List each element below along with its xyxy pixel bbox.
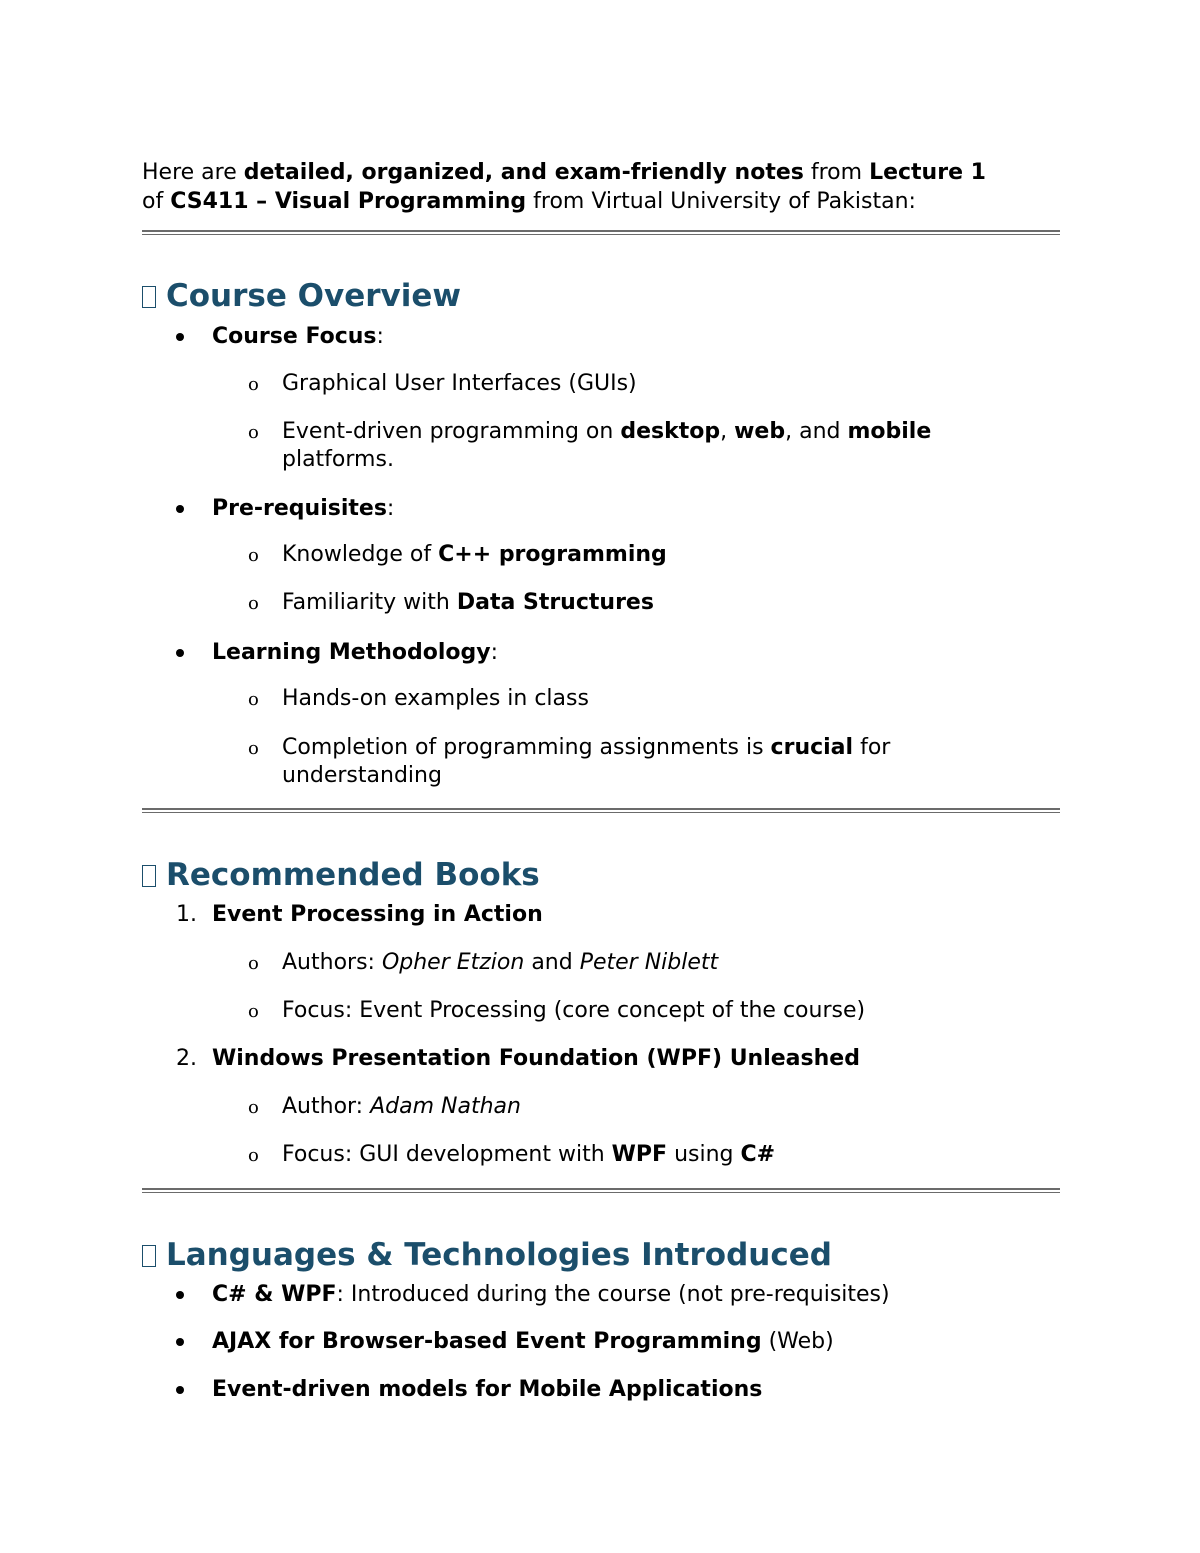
intro-bold-course: CS411 – Visual Programming [170,189,527,214]
bullet-icon [176,1386,184,1394]
bullet-icon [176,505,184,513]
intro-bold-notes: detailed, organized, and exam-friendly notes [243,160,804,185]
list-item-learning-methodology: Learning Methodology: [212,640,499,665]
sub-item-gui: Graphical User Interfaces (GUIs) [282,371,637,396]
list-number: 2. [176,1046,197,1071]
intro-paragraph: Here are detailed, organized, and exam-friendly notes from Lecture 1 of CS411 – Visual Programming from Virtual University of Pakistan: [142,160,986,214]
sub-bullet-marker: o [248,1145,259,1166]
list-item-ajax: AJAX for Browser-based Event Programming (Web) [212,1329,834,1354]
list-item-prerequisites: Pre-requisites: [212,496,395,521]
sub-item-cpp: Knowledge of C++ programming [282,542,667,567]
sub-item-book2-focus: Focus: GUI development with WPF using C# [282,1142,776,1167]
sub-bullet-marker: o [248,1001,259,1022]
sub-bullet-marker: o [248,1097,259,1118]
bullet-icon [176,333,184,341]
list-item-mobile: Event-driven models for Mobile Applications [212,1377,763,1402]
book-title-wpf-unleashed: Windows Presentation Foundation (WPF) Unleashed [212,1046,860,1071]
sub-bullet-marker: o [248,738,259,759]
list-number: 1. [176,902,197,927]
sub-bullet-marker: o [248,374,259,395]
sub-item-book2-author: Author: Adam Nathan [282,1094,521,1119]
divider [142,808,1060,813]
book-title-event-processing: Event Processing in Action [212,902,543,927]
list-item-course-focus: Course Focus: [212,324,384,349]
divider [142,1188,1060,1193]
sub-bullet-marker: o [248,689,259,710]
intro-bold-lecture: Lecture 1 [869,160,986,185]
sub-item-hands-on: Hands-on examples in class [282,686,589,711]
bullet-icon [176,649,184,657]
sub-bullet-marker: o [248,953,259,974]
sub-item-book1-focus: Focus: Event Processing (core concept of the course) [282,998,866,1023]
section-heading-recommended-books: Recommended Books [142,857,540,893]
sub-bullet-marker: o [248,593,259,614]
list-item-csharp-wpf: C# & WPF: Introduced during the course (not pre-requisites) [212,1282,890,1307]
sub-item-event-driven: Event-driven programming on desktop, web, and mobile platforms. [282,419,932,472]
bullet-icon [176,1338,184,1346]
divider [142,230,1060,235]
sub-bullet-marker: o [248,545,259,566]
missing-glyph-icon [142,286,156,308]
sub-item-data-structures: Familiarity with Data Structures [282,590,654,615]
missing-glyph-icon [142,1245,156,1267]
bullet-icon [176,1291,184,1299]
section-heading-course-overview: Course Overview [142,278,461,314]
missing-glyph-icon [142,865,156,887]
section-heading-languages: Languages & Technologies Introduced [142,1237,832,1273]
sub-item-assignments: Completion of programming assignments is crucial for understanding [282,735,891,788]
sub-item-book1-authors: Authors: Opher Etzion and Peter Niblett [282,950,719,975]
sub-bullet-marker: o [248,422,259,443]
